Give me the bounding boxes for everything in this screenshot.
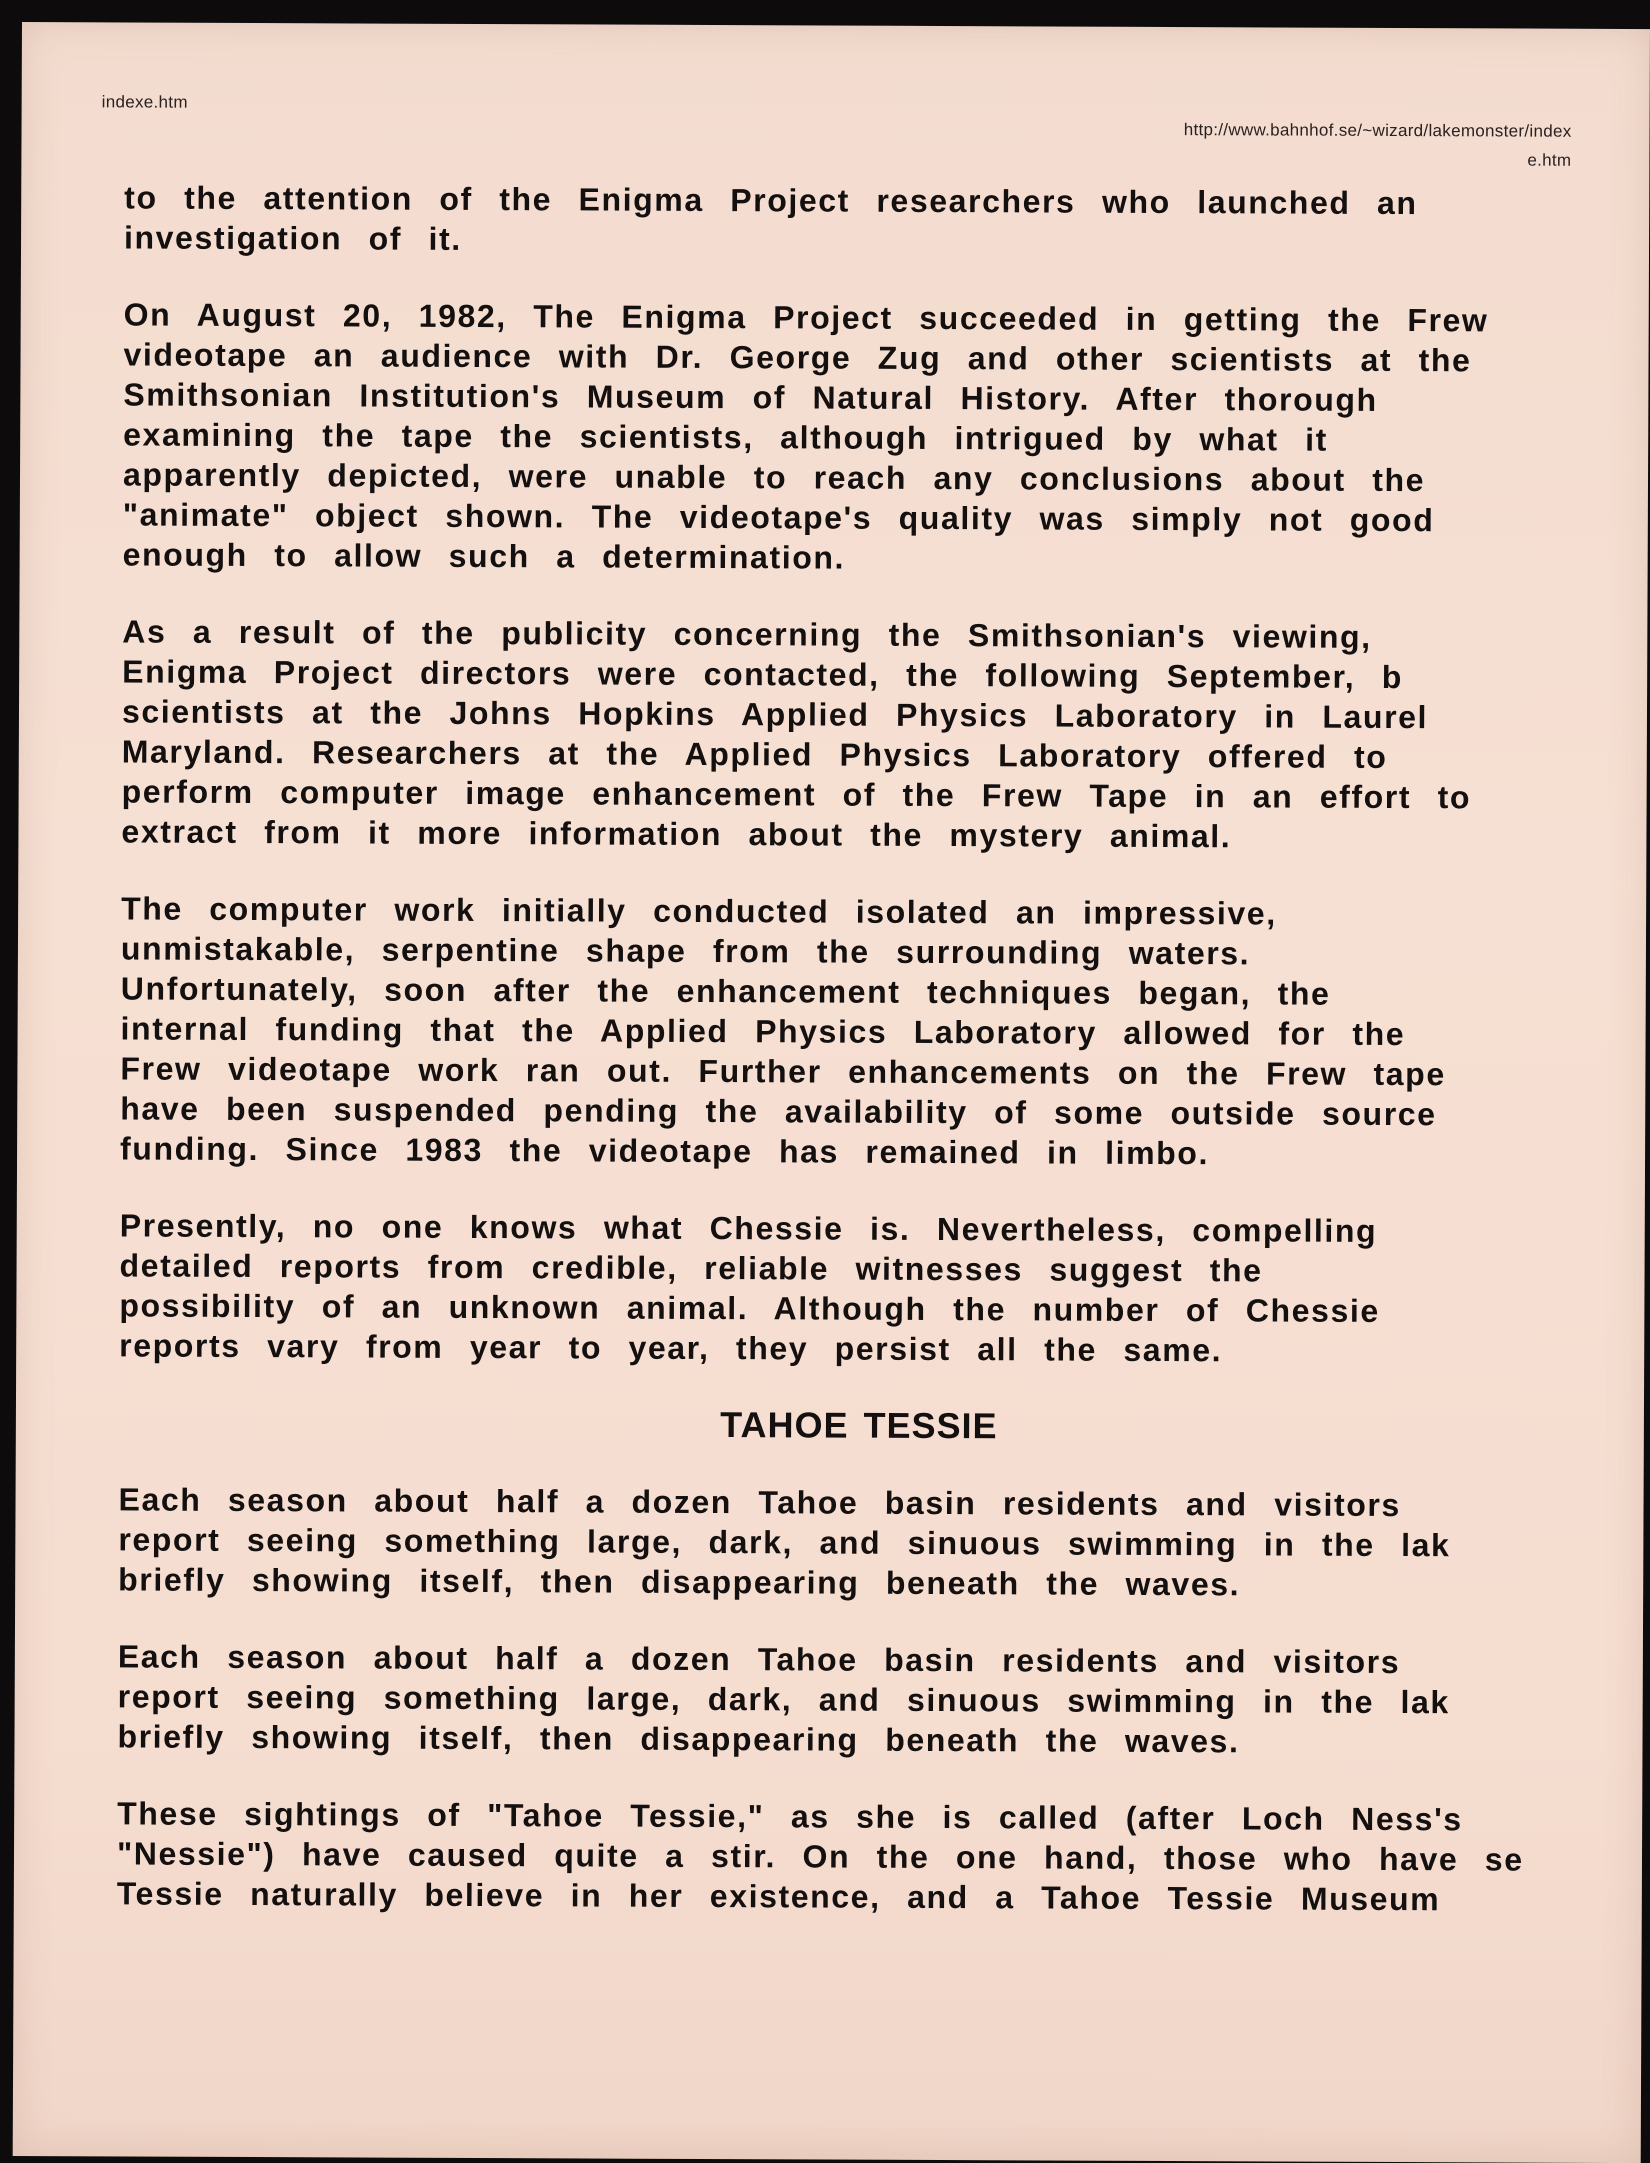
text-line: Presently, no one knows what Chessie is. Nevertheless, compelling [119,1207,1378,1249]
text-line: enough to allow such a determination. [122,536,846,576]
section-heading: TAHOE TESSIE [720,1404,998,1447]
text-line: report seeing something large, dark, and sinuous swimming in the lak [118,1521,1451,1564]
header-file-name: indexe.htm [101,92,188,112]
text-line: reports vary from year to year, they persist all the same. [119,1327,1223,1369]
text-line: These sightings of "Tahoe Tessie," as she is called (after Loch Ness's [117,1795,1463,1838]
paragraph [120,888,1571,1174]
header-url-line1: http://www.bahnhof.se/~wizard/lakemonster/index [1183,120,1572,141]
text-line: Tessie naturally believe in her existence, and a Tahoe Tessie Museum [116,1875,1441,1918]
text-line: Maryland. Researchers at the Applied Physics Laboratory offered to [121,733,1388,775]
text-line: report seeing something large, dark, and sinuous swimming in the lak [117,1678,1450,1721]
text-line: On August 20, 1982, The Enigma Project succeeded in getting the Frew [123,296,1489,339]
printed-page [13,22,1650,2163]
text-line: Enigma Project directors were contacted, the following September, b [122,653,1403,696]
text-line: to the attention of the Enigma Project researchers who launched an [124,179,1418,222]
text-line: The computer work initially conducted isolated an impressive, [121,890,1277,932]
header-url-line2: e.htm [1527,150,1572,170]
text-line: perform computer image enhancement of the Frew Tape in an effort to [121,773,1472,816]
text-line: As a result of the publicity concerning the Smithsonian's viewing, [122,613,1372,655]
tahoe-section [117,1479,1569,1919]
text-line: "animate" object shown. The videotape's quality was simply not good [122,496,1435,539]
text-line: internal funding that the Applied Physics Laboratory allowed for the [120,1010,1406,1053]
text-line: scientists at the Johns Hopkins Applied Physics Laboratory in Laurel [121,693,1429,736]
text-line: funding. Since 1983 the videotape has remained in limbo. [120,1130,1210,1172]
header-url [1071,115,1571,175]
document-body [117,177,1575,1956]
text-line: Smithsonian Institution's Museum of Natural History. After thorough [123,376,1378,418]
text-line: detailed reports from credible, reliable witnesses suggest the [119,1247,1263,1289]
text-line: possibility of an unknown animal. Although the number of Chessie [119,1287,1380,1329]
paragraph [121,611,1572,857]
text-line: Frew videotape work ran out. Further enhancements on the Frew tape [120,1050,1446,1093]
chessie-section [119,177,1574,1371]
paragraph [123,294,1574,580]
paragraph [124,177,1574,263]
text-line: Unfortunately, soon after the enhancement techniques began, the [120,970,1331,1012]
text-line: briefly showing itself, then disappearing beneath the waves. [117,1718,1240,1760]
text-line: briefly showing itself, then disappearing beneath the waves. [118,1561,1241,1603]
text-line: unmistakable, serpentine shape from the surrounding waters. [120,930,1251,972]
text-line: extract from it more information about the mystery animal. [121,813,1232,855]
paragraph [117,1636,1568,1762]
paragraph [117,1793,1568,1919]
paragraph [118,1479,1569,1605]
text-line: apparently depicted, were unable to reach any conclusions about the [122,456,1426,499]
paragraph [119,1205,1570,1371]
text-line: Each season about half a dozen Tahoe basin residents and visitors [117,1638,1401,1681]
text-line: videotape an audience with Dr. George Zug and other scientists at the [123,336,1472,379]
text-line: Each season about half a dozen Tahoe basin residents and visitors [118,1481,1401,1524]
text-line: "Nessie") have caused quite a stir. On the one hand, those who have se [116,1835,1524,1878]
text-line: examining the tape the scientists, although intrigued by what it [123,416,1329,458]
text-line: investigation of it. [123,219,462,257]
text-line: have been suspended pending the availability of some outside source [120,1090,1437,1133]
